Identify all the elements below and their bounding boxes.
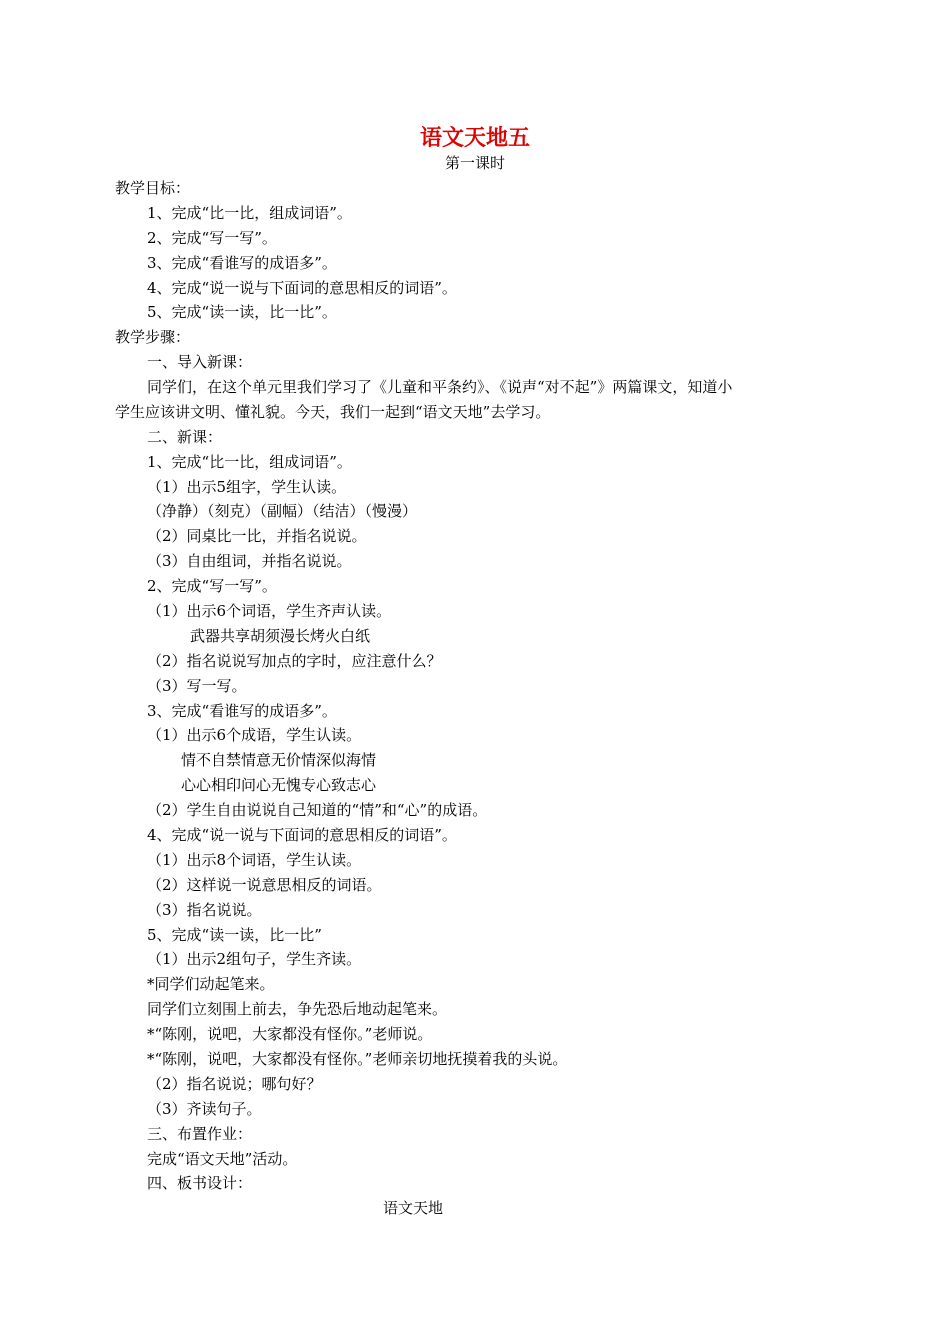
sub-step: （3）齐读句子。: [147, 1100, 262, 1118]
paragraph-line: 同学们，在这个单元里我们学习了《儿童和平条约》、《说声“对不起”》两篇课文，知道小: [147, 378, 733, 396]
goal-item: 3、完成“看谁写的成语多”。: [147, 254, 337, 272]
sub-step: （3）写一写。: [147, 677, 247, 695]
word-list: 情不自禁情意无价情深似海情: [181, 751, 377, 769]
sub-step: （3）自由组词，并指名说说。: [147, 552, 352, 570]
example-sentence: *同学们动起笔来。: [147, 975, 275, 993]
sub-step: （1）出示5组字，学生认读。: [147, 478, 347, 496]
section-heading: 一、导入新课：: [147, 353, 253, 371]
step-item: 1、完成“比一比，组成词语”。: [147, 453, 352, 471]
document-subtitle: 第一课时: [444, 154, 505, 172]
document-title: 语文天地五: [419, 125, 530, 151]
step-item: 3、完成“看谁写的成语多”。: [147, 702, 337, 720]
section-heading: 二、新课：: [147, 428, 223, 446]
goal-item: 2、完成“写一写”。: [147, 229, 277, 247]
sub-step: （1）出示6个成语，学生认读。: [147, 726, 362, 744]
step-item: 5、完成“读一读，比一比”: [147, 926, 322, 944]
goal-item: 4、完成“说一说与下面词的意思相反的词语”。: [147, 279, 457, 297]
sub-step: （1）出示8个词语，学生认读。: [147, 851, 362, 869]
sub-step: （2）指名说说；哪句好？: [147, 1075, 322, 1093]
sub-step: （2）同桌比一比，并指名说说。: [147, 527, 367, 545]
goal-item: 1、完成“比一比，组成词语”。: [147, 204, 352, 222]
word-list: 心心相印问心无愧专心致志心: [181, 776, 377, 794]
homework-text: 完成“语文天地”活动。: [147, 1150, 298, 1168]
goal-item: 5、完成“读一读，比一比”。: [147, 303, 337, 321]
step-item: 2、完成“写一写”。: [147, 577, 277, 595]
sub-step: （3）指名说说。: [147, 901, 262, 919]
sub-step: （2）学生自由说说自己知道的“情”和“心”的成语。: [147, 801, 488, 819]
word-list: 武器共享胡须漫长烤火白纸: [190, 627, 371, 645]
section-heading: 三、布置作业：: [147, 1125, 253, 1143]
sub-step: （2）这样说一说意思相反的词语。: [147, 876, 382, 894]
step-item: 4、完成“说一说与下面词的意思相反的词语”。: [147, 826, 457, 844]
steps-heading: 教学步骤：: [115, 328, 191, 346]
goals-heading: 教学目标：: [115, 179, 191, 197]
paragraph-line: 学生应该讲文明、懂礼貌。今天，我们一起到“语文天地”去学习。: [115, 403, 551, 421]
sub-step: （2）指名说说写加点的字时，应注意什么？: [147, 652, 442, 670]
example-sentence: *“陈刚，说吧，大家都没有怪你。”老师说。: [147, 1025, 433, 1043]
example-sentence: *“陈刚，说吧，大家都没有怪你。”老师亲切地抚摸着我的头说。: [147, 1050, 568, 1068]
section-heading: 四、板书设计：: [147, 1174, 253, 1192]
sub-step: （1）出示2组句子，学生齐读。: [147, 950, 362, 968]
board-design-text: 语文天地: [383, 1199, 444, 1217]
sub-step: （1）出示6个词语，学生齐声认读。: [147, 602, 392, 620]
example-sentence: 同学们立刻围上前去，争先恐后地动起笔来。: [147, 1000, 448, 1018]
word-list: （净静）（刻克）（副幅）（结洁）（慢漫）: [147, 502, 418, 520]
